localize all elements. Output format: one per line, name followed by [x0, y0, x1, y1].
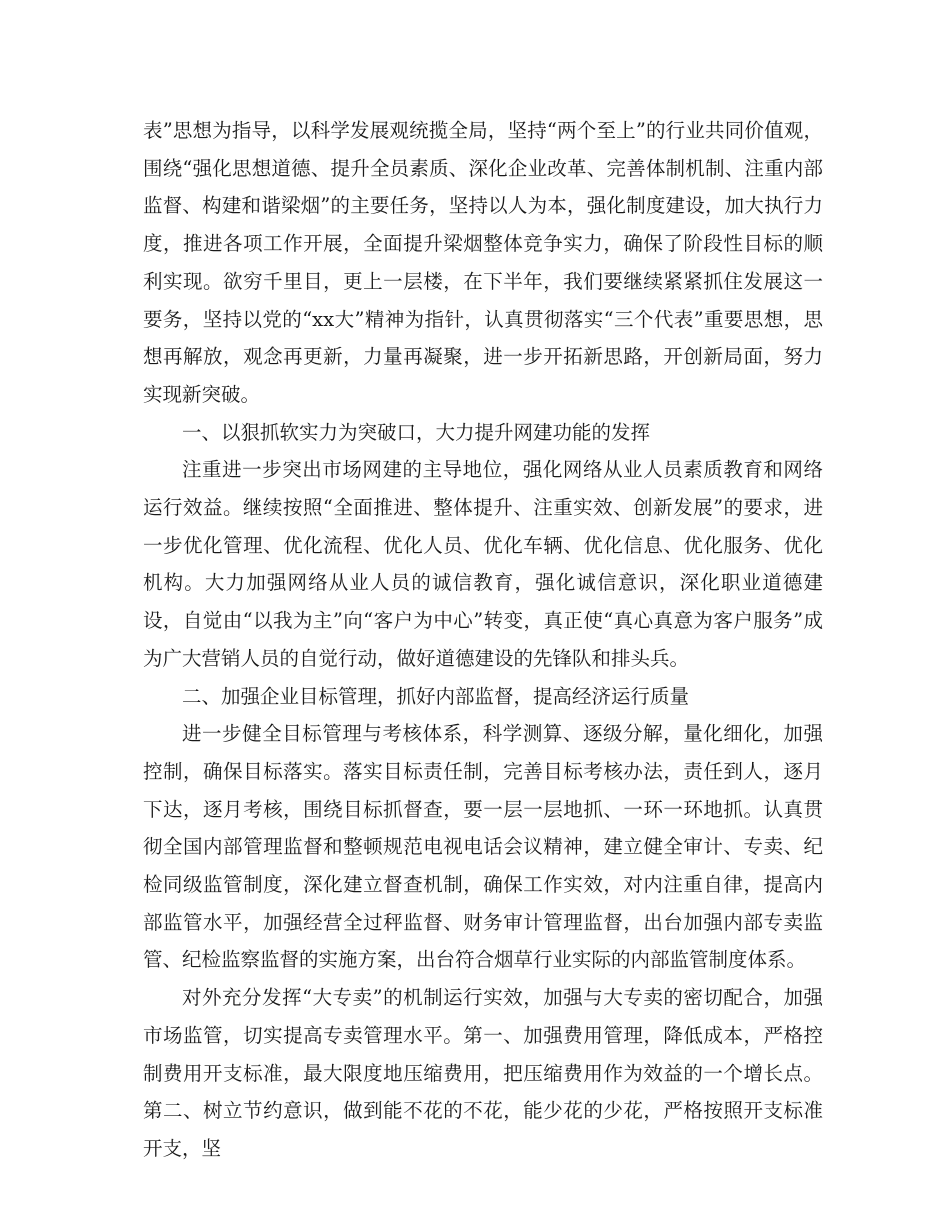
paragraph-external-monopoly: 对外充分发挥“大专卖”的机制运行实效，加强与大专卖的密切配合，加强市场监管，切实提高专卖管理水平。第一、加强费用管理，降低成本，严格控制费用开支标准，最大限度地压缩费用，把压缩费用作为效益的一个增长点。第二、树立节约意识，做到能不花的不花，能少花的少花，严格按照开支标准开支，坚	[143, 986, 823, 1160]
section-heading-2: 二、加强企业目标管理，抓好内部监督，提高经济运行质量	[182, 684, 690, 708]
document-page	[143, 112, 823, 1168]
section-heading-1: 一、以狠抓软实力为突破口，大力提升网建功能的发挥	[182, 420, 651, 444]
paragraph-target-management: 进一步健全目标管理与考核体系，科学测算、逐级分解，量化细化，加强控制，确保目标落实。落实目标责任制，完善目标考核办法，责任到人，逐月下达，逐月考核，围绕目标抓督查，要一层一层地抓、一环一环地抓。认真贯彻全国内部管理监督和整顿规范电视电话会议精神，建立健全审计、专卖、纪检同级监管制度，深化建立督查机制，确保工作实效，对内注重自律，提高内部监管水平，加强经营全过秤监督、财务审计管理监督，出台加强内部专卖监管、纪检监察监督的实施方案，出台符合烟草行业实际的内部监管制度体系。	[143, 722, 823, 972]
paragraph-intro-continued: 表”思想为指导，以科学发展观统揽全局，坚持“两个至上”的行业共同价值观，围绕“强化思想道德、提升全员素质、深化企业改革、完善体制机制、注重内部监督、构建和谐梁烟”的主要任务，坚持以人为本，强化制度建设，加大执行力度，推进各项工作开展，全面提升梁烟整体竞争实力，确保了阶段性目标的顺利实现。欲穷千里目，更上一层楼，在下半年，我们要继续紧紧抓住发展这一要务，坚持以党的“xx大”精神为指针，认真贯彻落实“三个代表”重要思想，思想再解放，观念再更新，力量再凝聚，进一步开拓新思路，开创新局面，努力实现新突破。	[143, 119, 823, 406]
paragraph-network-building: 注重进一步突出市场网建的主导地位，强化网络从业人员素质教育和网络运行效益。继续按照“全面推进、整体提升、注重实效、创新发展”的要求，进一步优化管理、优化流程、优化人员、优化车辆、优化信息、优化服务、优化机构。大力加强网络从业人员的诚信教育，强化诚信意识，深化职业道德建设，自觉由“以我为主”向“客户为中心”转变，真正使“真心真意为客户服务”成为广大营销人员的自觉行动，做好道德建设的先锋队和排头兵。	[143, 458, 823, 670]
